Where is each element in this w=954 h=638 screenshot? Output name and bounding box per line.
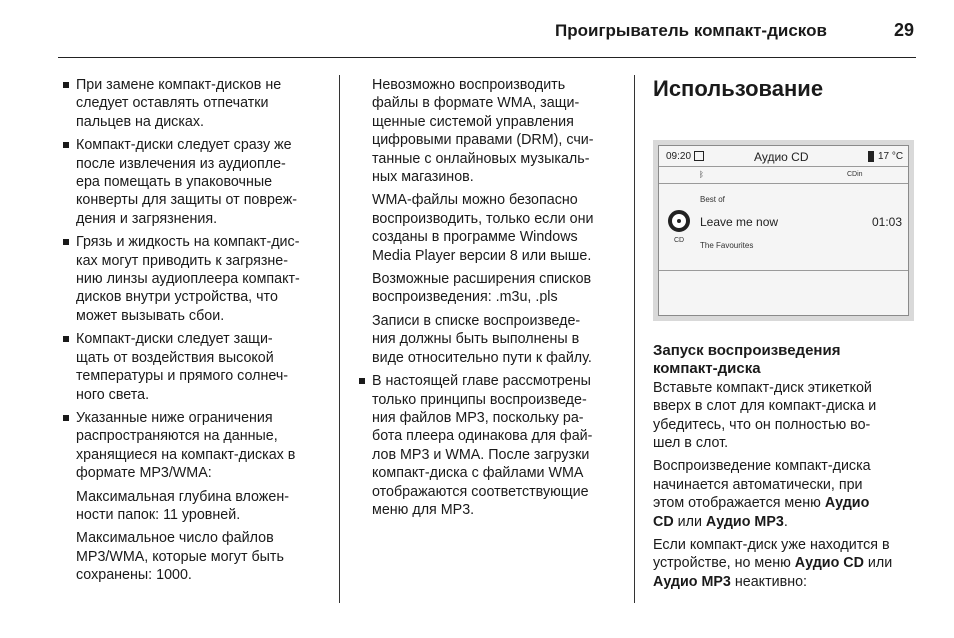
- chapter-title: Проигрыватель компакт-дисков: [555, 21, 827, 40]
- status-icon: [694, 151, 704, 161]
- section-heading: Использование: [653, 76, 824, 101]
- header-rule: [58, 57, 916, 58]
- menu-name: Аудио: [824, 495, 870, 512]
- phone-icon: [868, 151, 874, 162]
- temperature-readout: 17 °C: [878, 151, 904, 162]
- screen-divider: [659, 270, 908, 271]
- menu-name: Аудио CD: [794, 555, 864, 572]
- bluetooth-icon: ᛒ: [699, 170, 704, 179]
- paragraph: Если компакт-диск уже находится в устройстве, но меню Аудио CD или Аудио MP3 неактивно:: [653, 537, 893, 590]
- screen-divider: [659, 183, 908, 184]
- paragraph: WMA-файлы можно безопасно воспроизводить, только если они созданы в программе Windows Media Player версии 8 или выше.: [372, 192, 594, 264]
- paragraph: Вставьте компакт-диск этикеткой вверх в слот для компакт-диска и убедитесь, что он полностью во- шел в слот.: [653, 379, 877, 452]
- cd-disc-icon: [668, 210, 690, 232]
- screen-title: Аудио CD: [754, 150, 809, 164]
- artist-name: The Favourites: [700, 241, 754, 250]
- track-title: Leave me now: [700, 215, 779, 229]
- bullet-item: В настоящей главе рассмотрены только принципы воспроизведе- ния файлов MP3, поскольку ра- бота плеера одинакова для фай- лов MP3 и WMA. После загрузки компакт-диска с файлами WMA отображаются соответствующие меню для MP3.: [359, 372, 623, 519]
- column-divider-2: [634, 75, 635, 603]
- bullet-item: Компакт-диски следует сразу же после извлечения из аудиопле- ера помещать в упаковочные конверты для защиты от повреж- дения и загрязнения.: [63, 136, 328, 228]
- paragraph: Максимальная глубина вложен- ности папок: 11 уровней.: [76, 488, 289, 523]
- source-label: CDin: [847, 171, 863, 178]
- column-2: [359, 76, 623, 524]
- paragraph: Возможные расширения списков воспроизведения: .m3u, .pls: [372, 271, 592, 306]
- display-screenshot: [653, 140, 914, 321]
- clock-readout: 09:20: [666, 151, 692, 162]
- column-divider-1: [339, 75, 340, 603]
- bullet-item: Грязь и жидкость на компакт-дис- ках могут приводить к загрязне- нию линзы аудиоплеера компакт- дисков внутри устройства, что может вызывать сбои.: [63, 233, 328, 325]
- menu-name: Аудио MP3: [653, 573, 731, 590]
- column-1: [63, 76, 328, 590]
- screen-divider: [659, 166, 908, 167]
- audio-cd-screen: [658, 145, 909, 316]
- subsection-heading: Запуск воспроизведения компакт-диска: [653, 342, 841, 378]
- paragraph: Невозможно воспроизводить файлы в формате WMA, защи- щенные системой управления цифровыми правами (DRM), счи- танные с онлайновых музыкаль- ных магазинов.: [372, 77, 594, 186]
- page-number: 29: [894, 20, 915, 40]
- bullet-item: Указанные ниже ограничения распространяются на данные, хранящиеся на компакт-дисках в формате MP3/WMA:: [63, 409, 328, 483]
- paragraph: Воспроизведение компакт-диска начинается автоматически, при этом отображается меню Аудио CD или Аудио MP3.: [653, 458, 871, 530]
- column-3: [653, 76, 921, 102]
- paragraph: Записи в списке воспроизведе- ния должны быть выполнены в виде относительно пути к файлу.: [372, 312, 592, 366]
- bullet-item: Компакт-диски следует защи- щать от воздействия высокой температуры и прямого солнеч- ного света.: [63, 330, 328, 404]
- paragraph: Максимальное число файлов MP3/WMA, которые могут быть сохранены: 1000.: [76, 530, 284, 584]
- menu-name: CD: [653, 513, 674, 530]
- album-name: Best of: [700, 195, 725, 204]
- menu-name: Аудио MP3: [705, 513, 784, 530]
- bullet-item: При замене компакт-дисков не следует оставлять отпечатки пальцев на дисках.: [63, 76, 328, 131]
- column-3-body: [653, 342, 921, 596]
- track-time: 01:03: [872, 215, 903, 229]
- media-label: CD: [674, 237, 685, 244]
